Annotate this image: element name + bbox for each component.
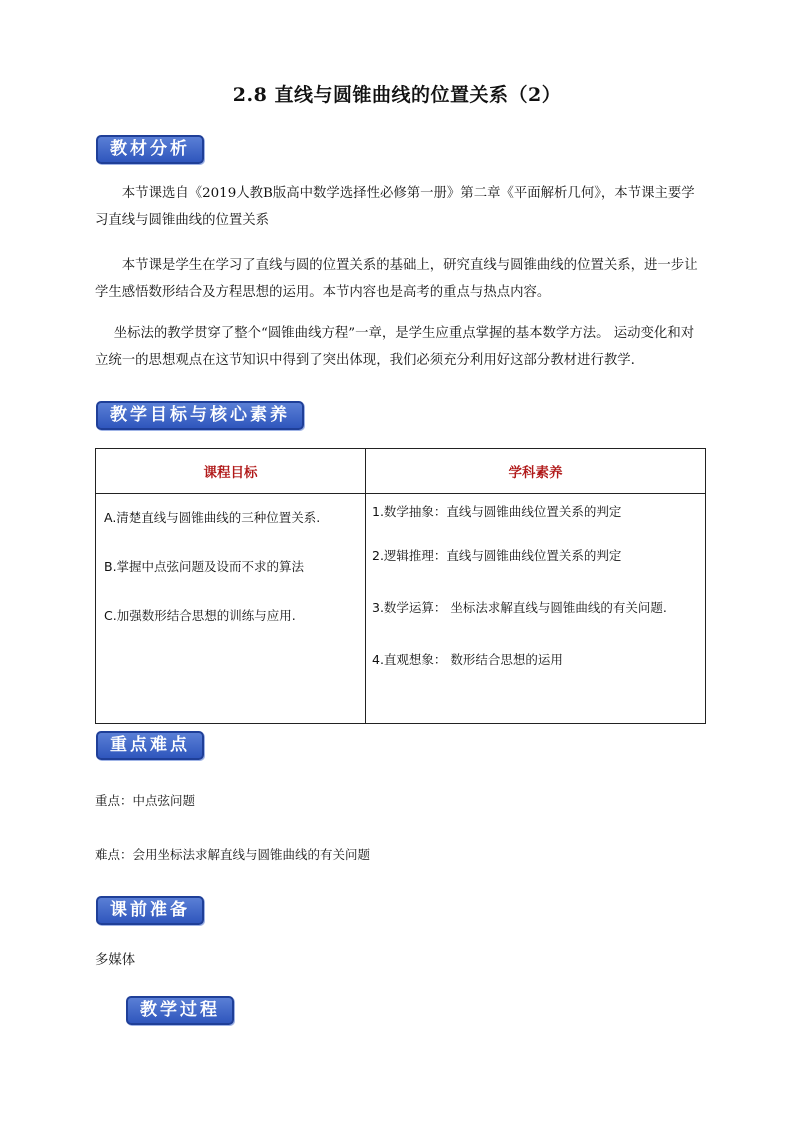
goals-table-body-row <box>96 494 706 724</box>
section-heading-goals: 教学目标与核心素养 <box>96 401 304 430</box>
goals-table-header-literacy: 学科素养 <box>366 449 706 494</box>
section-heading-process: 教学过程 <box>126 996 234 1025</box>
goals-table-header-row <box>96 449 706 494</box>
section-heading-key-points: 重点难点 <box>96 731 204 760</box>
goals-table <box>95 448 706 724</box>
difficulty-text: 难点：会用坐标法求解直线与圆锥曲线的有关问题 <box>95 847 371 862</box>
course-goal-item: A.清楚直线与圆锥曲线的三种位置关系. <box>104 510 321 525</box>
literacy-list <box>366 502 705 670</box>
analysis-paragraph-2: 本节课是学生在学习了直线与圆的位置关系的基础上，研究直线与圆锥曲线的位置关系，进一步让学生感悟数形结合及方程思想的运用。本节内容也是高考的重点与热点内容。 <box>95 258 698 300</box>
literacy-cell <box>366 494 706 724</box>
literacy-item: 4.直观想象： 数形结合思想的运用 <box>372 652 563 667</box>
course-goals-list <box>96 508 365 626</box>
section-heading-preparation: 课前准备 <box>96 896 204 925</box>
literacy-item: 3.数学运算： 坐标法求解直线与圆锥曲线的有关问题. <box>372 600 667 615</box>
page-title: 2.8 直线与圆锥曲线的位置关系（2） <box>232 84 562 106</box>
focus-text: 重点：中点弦问题 <box>95 793 196 808</box>
literacy-item: 1.数学抽象：直线与圆锥曲线位置关系的判定 <box>372 504 622 519</box>
section-heading-analysis: 教材分析 <box>96 135 204 164</box>
analysis-paragraph-1: 本节课选自《2019人教B版高中数学选择性必修第一册》第二章《平面解析几何》，本节课主要学习直线与圆锥曲线的位置关系 <box>95 186 695 228</box>
goals-table-header-course: 课程目标 <box>96 449 366 494</box>
course-goal-item: C.加强数形结合思想的训练与应用. <box>104 608 296 623</box>
course-goal-item: B.掌握中点弦问题及设而不求的算法 <box>104 559 305 574</box>
course-goals-cell <box>96 494 366 724</box>
preparation-text: 多媒体 <box>95 953 136 968</box>
literacy-item: 2.逻辑推理：直线与圆锥曲线位置关系的判定 <box>372 548 622 563</box>
analysis-paragraph-3: 坐标法的教学贯穿了整个“圆锥曲线方程”一章，是学生应重点掌握的基本数学方法。 运动变化和对立统一的思想观点在这节知识中得到了突出体现，我们必须充分利用好这部分教材进行教学. <box>95 326 695 368</box>
